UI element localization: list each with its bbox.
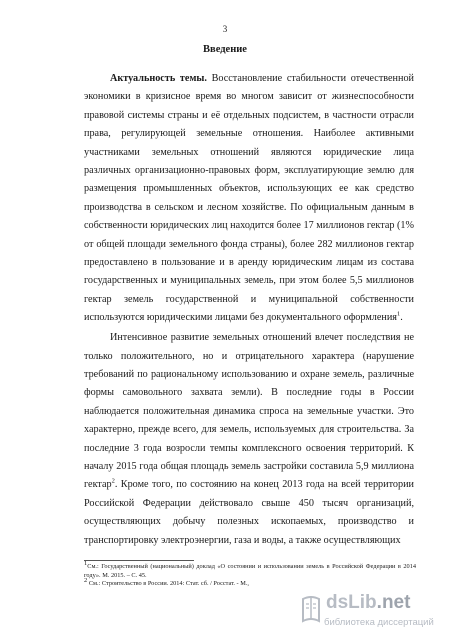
development-text-b: . Кроме того, по состоянию на конец 2013 года на всей территории Российской Федерации действовало свыше 450 тысяч организаций, осуществляющих добычу полезных ископаемых, производство и транспортировку электроэнергии, газа и воды, а также осуществляющих xyxy=(84,479,414,546)
relevance-end: . xyxy=(400,312,403,324)
watermark-name-b: .net xyxy=(376,592,411,613)
relevance-lead: Актуальность темы. xyxy=(110,73,207,84)
footnote-1 xyxy=(84,559,416,580)
paragraph-development xyxy=(84,329,414,550)
footnote-2-marker: 2 xyxy=(84,577,88,585)
development-text-a: Интенсивное развитие земельных отношений влечет последствия не только положительного, но и отрицательного характера (нарушение требований по рациональному использованию и охране земель, различные формы самовольного захвата земли). В последние годы в России наблюдается положительная динамика спроса на земельные участки. Это характерно, прежде всего, для земель, используемых для строительства. За последние 3 года возросли темпы комплексного освоения территорий. К началу 2015 года общая площадь земель застройки составила 5,9 миллиона гектар xyxy=(84,332,414,491)
footnotes xyxy=(84,559,416,589)
footnote-1-text: См.: Государственный (национальный) доклад «О состоянии и использовании земель в Российской Федерации в 2014 году». М. 2015. – С. 45. xyxy=(84,563,416,579)
page-number: 3 xyxy=(222,24,228,34)
footnote-ref-1: 1 xyxy=(396,310,401,318)
relevance-text: Восстановление стабильности отечественной экономики в кризисное время во многом зависит от жизнеспособности правовой системы страны и её отдельных подсистем, в частности отрасли права, регулирующей земельные отношения. Наиболее активными участниками земельных отношений являются юридические лица различных организационно-правовых форм, эксплуатирующие землю для размещения промышленных объектов, использующих ее как средство производства в сельском и лесном хозяйстве. По официальным данным в собственности юридических лиц находится более 17 миллионов гектар (1% от общей площади земельного фонда страны), более 282 миллионов гектар предоставлено в пользование и в аренду юридическим лицам из состава государственных и муниципальных земель, при этом более 5,5 миллионов гектар земель государственной и муниципальной собственности используются юридическими лицами без документального оформления xyxy=(84,73,414,324)
main-text xyxy=(84,70,414,552)
footnote-ref-2: 2 xyxy=(111,478,115,486)
paragraph-relevance xyxy=(84,70,414,328)
watermark xyxy=(300,592,445,632)
footnote-2-text: См.: Строительство в России. 2014: Стат. сб. / Росстат. - М., xyxy=(87,580,249,588)
footnote-1-marker: 1 xyxy=(84,559,88,567)
watermark-subtitle: библиотека диссертаций xyxy=(324,617,434,628)
footnote-2 xyxy=(84,577,416,589)
page-title: Введение xyxy=(203,44,247,55)
book-logo-icon xyxy=(300,594,322,624)
watermark-name-a: dsLib xyxy=(326,592,377,613)
watermark-name xyxy=(326,592,410,614)
footnote-divider xyxy=(84,560,194,561)
